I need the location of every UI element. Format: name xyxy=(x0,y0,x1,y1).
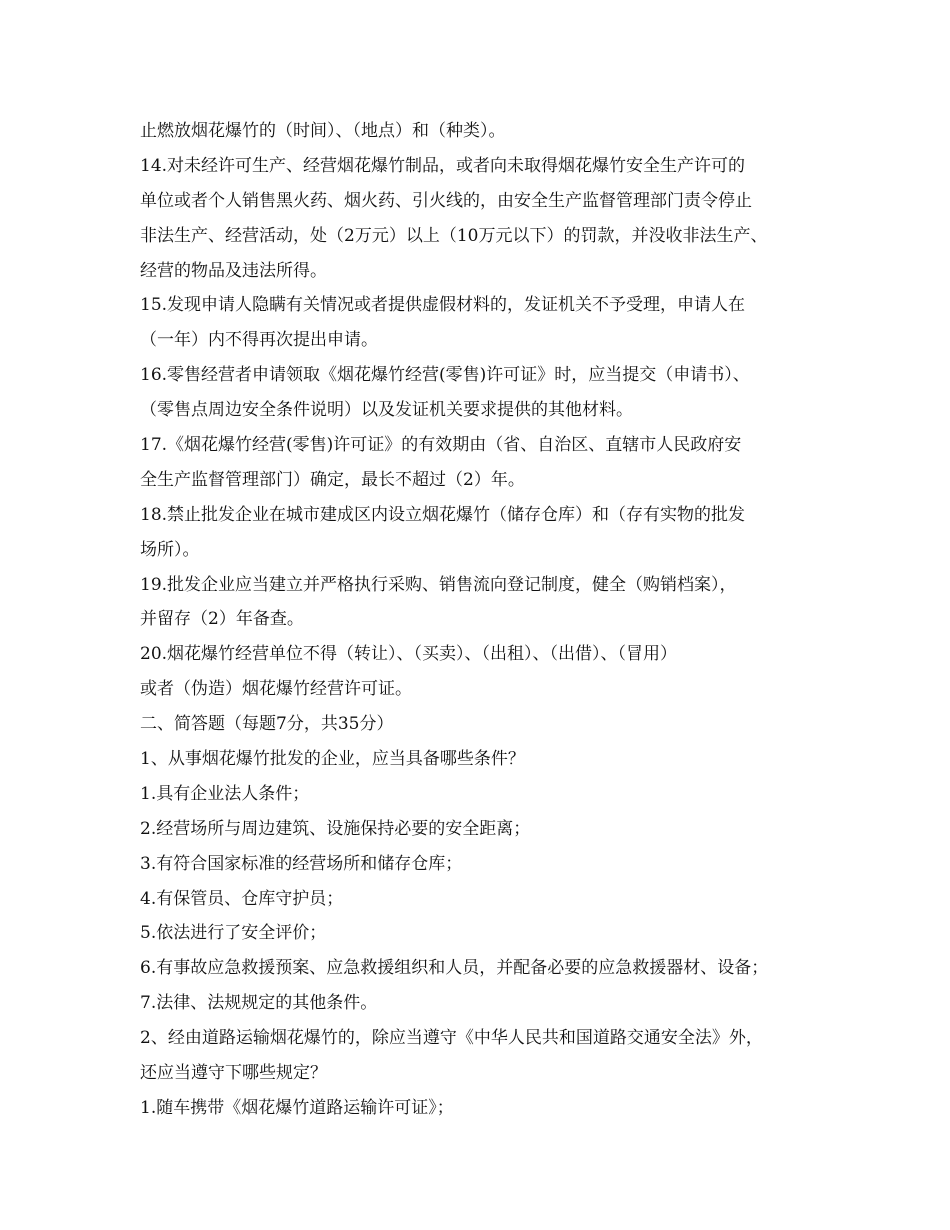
text-line: 或者（伪造）烟花爆竹经营许可证。 xyxy=(140,679,412,700)
question-line: 2、经由道路运输烟花爆竹的，除应当遵守《中华人民共和国道路交通安全法》外， xyxy=(140,1028,763,1049)
text-line: 单位或者个人销售黑火药、烟火药、引火线的，由安全生产监督管理部门责令停止 xyxy=(140,190,752,211)
question-line: 还应当遵守下哪些规定？ xyxy=(140,1063,327,1084)
text-line: 19.批发企业应当建立并严格执行采购、销售流向登记制度，健全（购销档案）， xyxy=(140,574,737,595)
text-line: 20.烟花爆竹经营单位不得（转让）、（买卖）、（出租）、（出借）、（冒用） xyxy=(140,644,678,665)
text-line: 14.对未经许可生产、经营烟花爆竹制品，或者向未取得烟花爆竹安全生产许可的 xyxy=(140,155,746,176)
answer-item: 1.具有企业法人条件； xyxy=(140,783,310,804)
text-line: 场所）。 xyxy=(140,539,200,560)
text-line: 全生产监督管理部门）确定，最长不超过（2）年。 xyxy=(140,469,525,490)
answer-item: 1.随车携带《烟花爆竹道路运输许可证》； xyxy=(140,1097,454,1118)
answer-item: 5.依法进行了安全评价； xyxy=(140,923,327,944)
section-heading: 二、简答题（每题7分，共35分） xyxy=(140,714,394,735)
answer-item: 7.法律、法规规定的其他条件。 xyxy=(140,993,378,1014)
text-line: 16.零售经营者申请领取《烟花爆竹经营(零售)许可证》时，应当提交（申请书）、 xyxy=(140,365,750,386)
document-body xyxy=(140,114,840,1126)
text-line: 15.发现申请人隐瞒有关情况或者提供虚假材料的，发证机关不予受理，申请人在 xyxy=(140,295,746,316)
text-line: （零售点周边安全条件说明）以及发证机关要求提供的其他材料。 xyxy=(140,400,633,421)
text-line: 止燃放烟花爆竹的（时间）、（地点）和（种类）。 xyxy=(140,121,506,141)
text-line: 17.《烟花爆竹经营(零售)许可证》的有效期由（省、自治区、直辖市人民政府安 xyxy=(140,435,742,456)
text-line: 经营的物品及违法所得。 xyxy=(140,260,327,281)
text-line: 非法生产、经营活动，处（2万元）以上（10万元以下）的罚款，并没收非法生产、 xyxy=(140,225,768,246)
text-line: （一年）内不得再次提出申请。 xyxy=(140,330,378,351)
answer-item: 3.有符合国家标准的经营场所和储存仓库； xyxy=(140,853,463,874)
answer-item: 4.有保管员、仓库守护员； xyxy=(140,888,344,909)
question-line: 1、从事烟花爆竹批发的企业，应当具备哪些条件？ xyxy=(140,749,525,770)
answer-item: 6.有事故应急救援预案、应急救援组织和人员，并配备必要的应急救援器材、设备； xyxy=(140,958,769,979)
text-line: 18.禁止批发企业在城市建成区内设立烟花爆竹（储存仓库）和（存有实物的批发 xyxy=(140,504,746,525)
answer-item: 2.经营场所与周边建筑、设施保持必要的安全距离； xyxy=(140,818,531,839)
text-line: 并留存（2）年备查。 xyxy=(140,609,304,630)
